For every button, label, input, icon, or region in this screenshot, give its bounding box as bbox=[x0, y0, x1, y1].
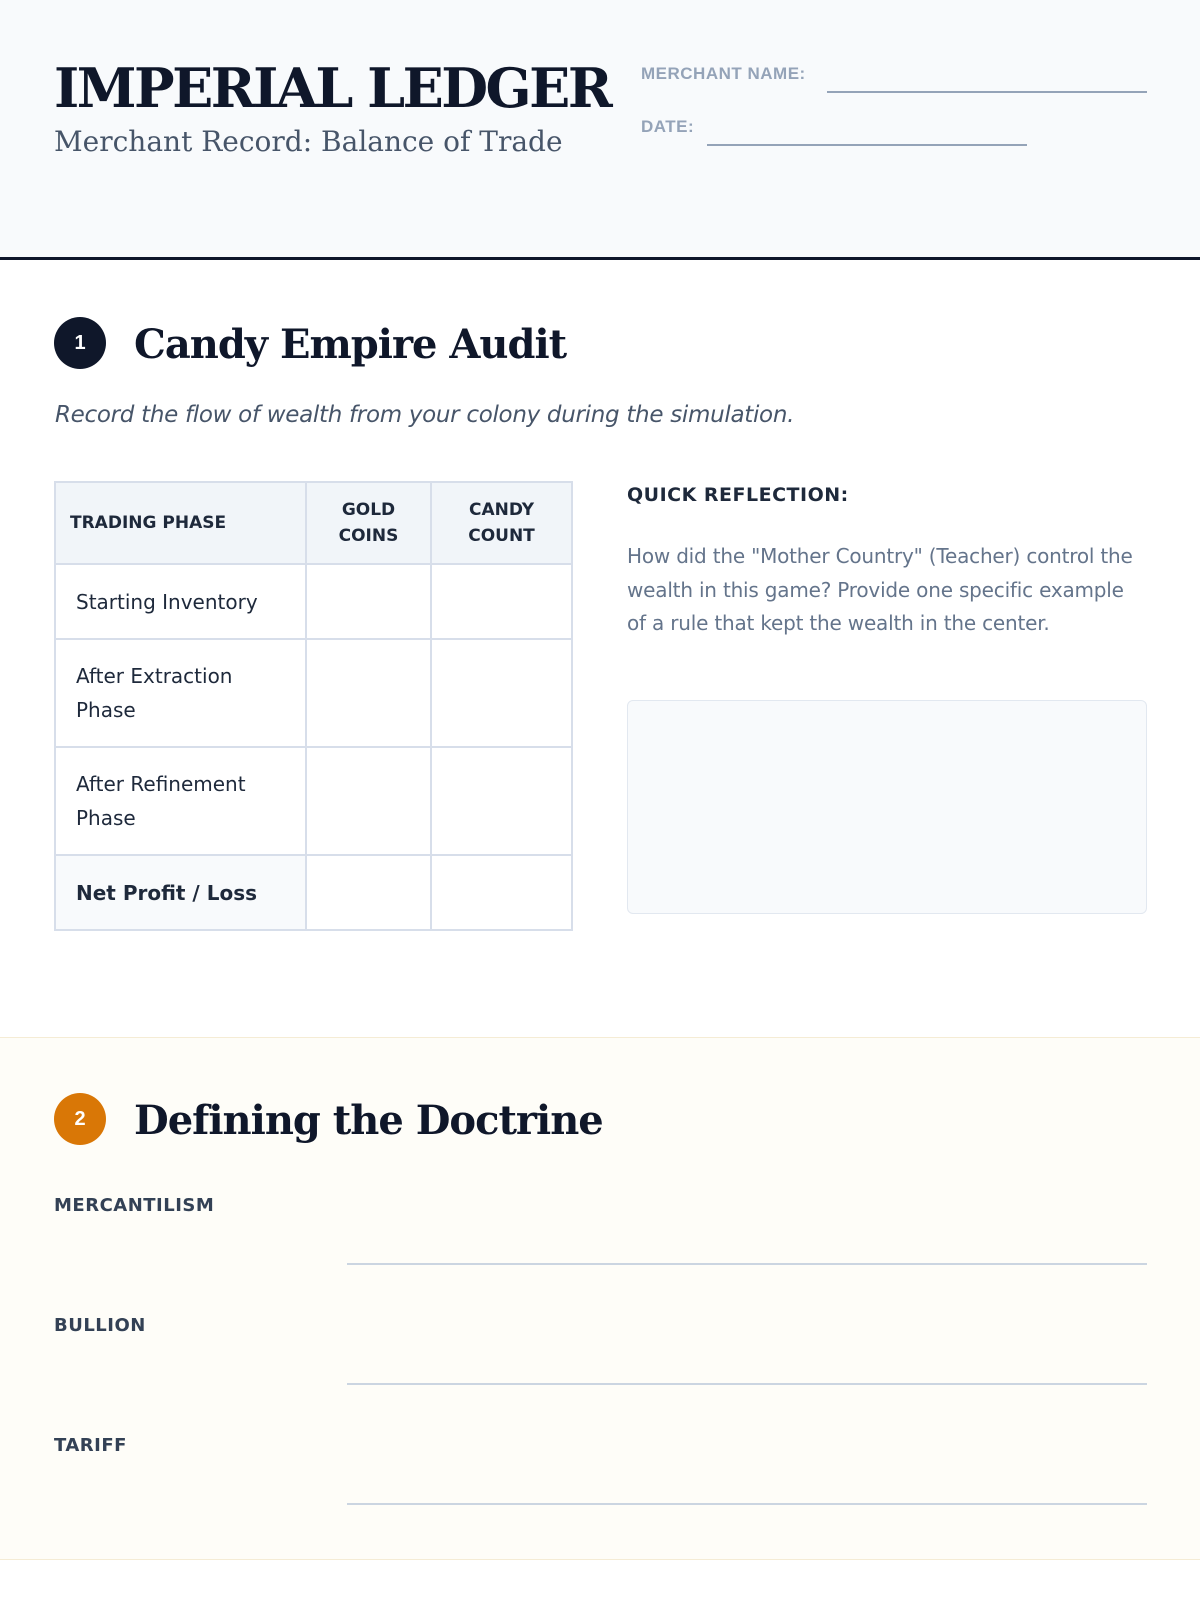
section-1-intro: Record the flow of wealth from your colony during the simulation. bbox=[55, 402, 795, 428]
row-label: Net Profit / Loss bbox=[55, 855, 306, 930]
page-subtitle: Merchant Record: Balance of Trade bbox=[54, 125, 563, 158]
gold-cell[interactable] bbox=[306, 747, 431, 855]
table-row bbox=[55, 639, 572, 747]
merchant-name-field[interactable] bbox=[827, 91, 1147, 93]
term-tariff-line[interactable] bbox=[347, 1503, 1147, 1505]
reflection-label: QUICK REFLECTION: bbox=[627, 484, 849, 506]
term-tariff-label: TARIFF bbox=[54, 1435, 127, 1456]
date-label: DATE: bbox=[641, 117, 695, 136]
column-header-candy: CANDY COUNT bbox=[431, 482, 572, 564]
gold-cell[interactable] bbox=[306, 855, 431, 930]
section-1-badge: 1 bbox=[54, 317, 106, 369]
gold-cell[interactable] bbox=[306, 639, 431, 747]
table-row bbox=[55, 564, 572, 639]
page-header bbox=[0, 0, 1200, 260]
gold-cell[interactable] bbox=[306, 564, 431, 639]
candy-cell[interactable] bbox=[431, 639, 572, 747]
reflection-answer-box[interactable] bbox=[627, 700, 1147, 914]
table-row bbox=[55, 855, 572, 930]
row-label: Starting Inventory bbox=[55, 564, 306, 639]
term-mercantilism-label: MERCANTILISM bbox=[54, 1195, 215, 1216]
term-mercantilism-line[interactable] bbox=[347, 1263, 1147, 1265]
date-field[interactable] bbox=[707, 144, 1027, 146]
candy-cell[interactable] bbox=[431, 564, 572, 639]
term-bullion-line[interactable] bbox=[347, 1383, 1147, 1385]
page-title: IMPERIAL LEDGER bbox=[54, 56, 611, 120]
candy-cell[interactable] bbox=[431, 747, 572, 855]
section-2-title: Defining the Doctrine bbox=[134, 1097, 603, 1144]
merchant-name-label: MERCHANT NAME: bbox=[641, 64, 806, 83]
section-2-badge: 2 bbox=[54, 1093, 106, 1145]
reflection-question: How did the "Mother Country" (Teacher) control the wealth in this game? Provide one specific example of a rule that kept the wealth in the center. bbox=[627, 544, 1133, 635]
audit-table bbox=[54, 481, 573, 931]
column-header-phase: TRADING PHASE bbox=[55, 482, 306, 564]
candy-cell[interactable] bbox=[431, 855, 572, 930]
section-1-title: Candy Empire Audit bbox=[134, 321, 567, 368]
table-row bbox=[55, 747, 572, 855]
row-label: After Extraction Phase bbox=[55, 639, 306, 747]
row-label: After Refinement Phase bbox=[55, 747, 306, 855]
table-header-row bbox=[55, 482, 572, 564]
column-header-gold: GOLD COINS bbox=[306, 482, 431, 564]
term-bullion-label: BULLION bbox=[54, 1315, 146, 1336]
